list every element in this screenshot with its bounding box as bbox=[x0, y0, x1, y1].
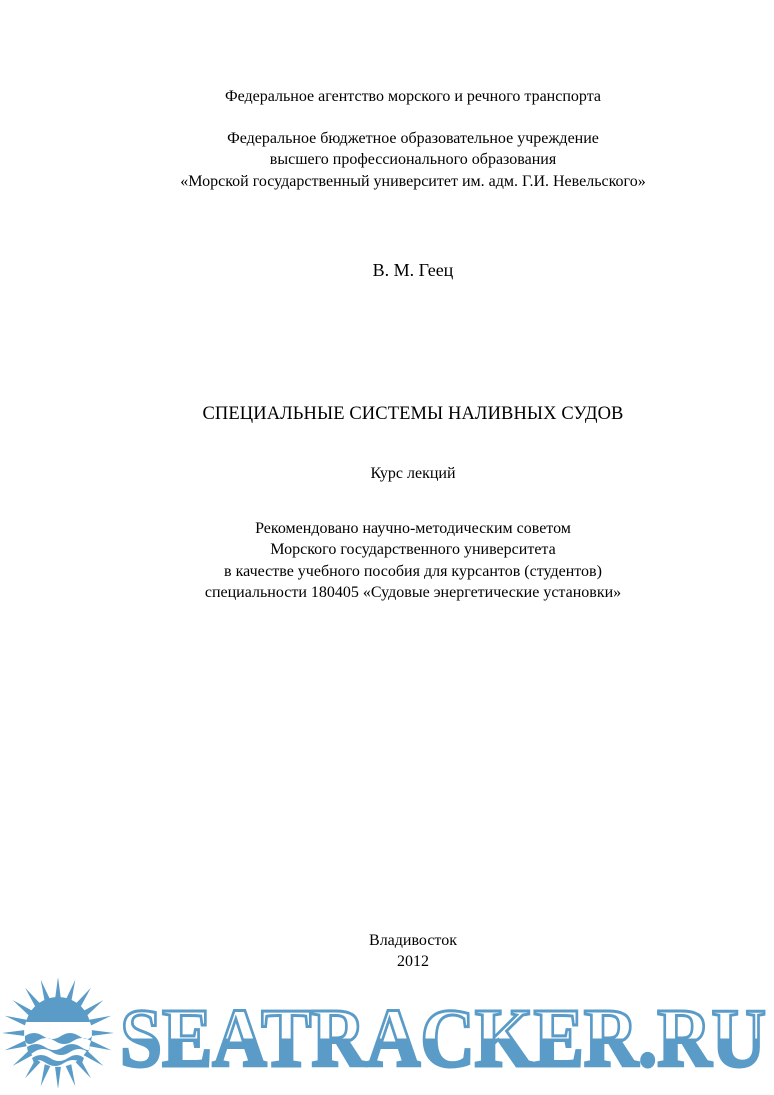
publication-city: Владивосток bbox=[369, 932, 457, 949]
sun-ray bbox=[2, 1030, 24, 1036]
recommendation-line-4: специальности 180405 «Судовые энергетические установки» bbox=[204, 584, 622, 601]
sun-ray bbox=[76, 1059, 91, 1079]
sun-ray bbox=[5, 1041, 27, 1051]
sun-ray bbox=[84, 1000, 104, 1015]
sun-ray bbox=[84, 1051, 104, 1066]
institution-line-2: высшего профессионального образования bbox=[269, 151, 557, 168]
sun-ray bbox=[92, 1030, 114, 1036]
watermark-text bbox=[118, 978, 774, 1088]
recommendation-line-1: Рекомендовано научно-методическим советом bbox=[255, 520, 571, 537]
agency-line: Федеральное агентство морского и речного транспорта bbox=[225, 88, 601, 105]
recommendation-line-2: Морского государственного университета bbox=[270, 541, 556, 558]
publication-year: 2012 bbox=[397, 953, 429, 970]
sun-ray bbox=[41, 1064, 51, 1086]
sun-ray bbox=[89, 1016, 111, 1026]
sun-ray bbox=[89, 1041, 111, 1051]
author-name: В. М. Геец bbox=[372, 260, 454, 280]
sun-ray bbox=[5, 1016, 27, 1026]
sun-ray bbox=[25, 1059, 40, 1079]
document-title: СПЕЦИАЛЬНЫЕ СИСТЕМЫ НАЛИВНЫХ СУДОВ bbox=[202, 404, 624, 424]
institution-line-3: «Морской государственный университет им. адм. Г.И. Невельского» bbox=[180, 173, 646, 190]
sun-over-sea-logo-icon bbox=[0, 978, 116, 1088]
watermark bbox=[0, 978, 774, 1095]
document-subtitle: Курс лекций bbox=[370, 465, 456, 482]
sun-ray bbox=[13, 1000, 33, 1015]
watermark-label: SEATRACKER.RU bbox=[120, 992, 766, 1085]
sun-ray bbox=[55, 978, 61, 999]
recommendation-line-3: в качестве учебного пособия для курсантов (студентов) bbox=[224, 563, 602, 580]
sun-ray bbox=[55, 1067, 61, 1088]
institution-line-1: Федеральное бюджетное образовательное учреждение bbox=[227, 130, 599, 147]
sun-ray bbox=[66, 1064, 76, 1086]
